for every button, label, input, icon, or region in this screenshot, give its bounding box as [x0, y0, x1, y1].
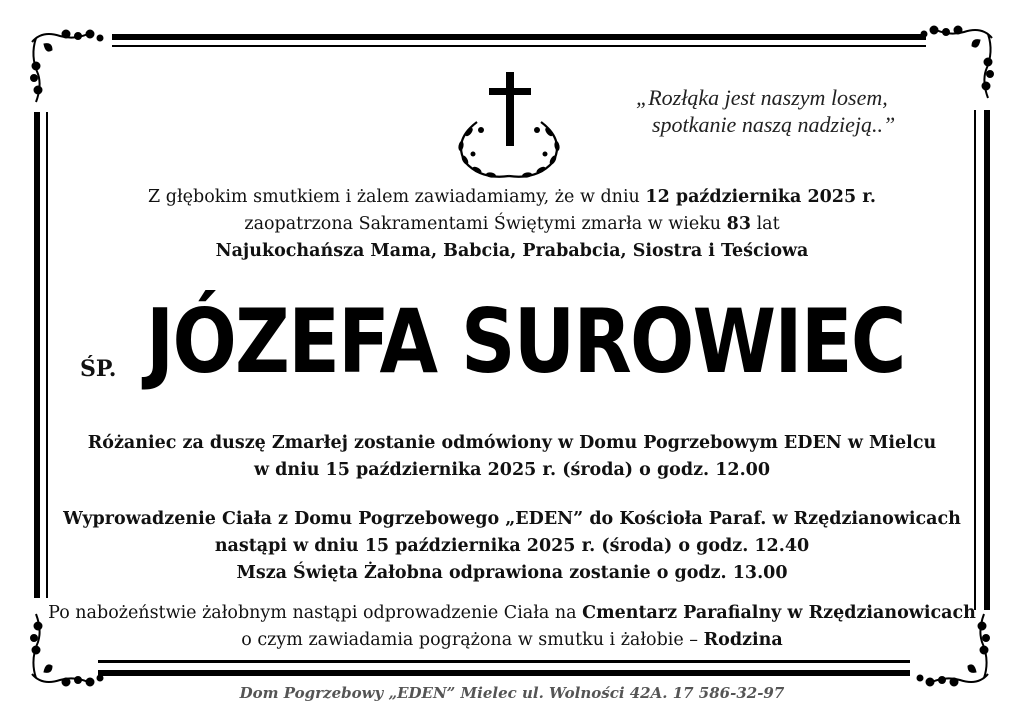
intro-text: zaopatrzona Sakramentami Świętymi zmarła w wieku	[244, 214, 727, 234]
family-relations: Najukochańsza Mama, Babcia, Prababcia, Siostra i Teściowa	[215, 241, 809, 261]
floral-corner-icon	[22, 22, 112, 112]
frame-bottom-bar-inner	[98, 660, 910, 663]
cemetery-name: Cmentarz Parafialny w Rzędzianowicach	[582, 603, 976, 623]
burial-text: Po nabożeństwie żałobnym nastąpi odprowadzenie Ciała na	[48, 603, 583, 623]
burial-line-2	[40, 627, 984, 654]
frame-top-bar-outer	[112, 34, 926, 40]
intro-text: Z głębokim smutkiem i żalem zawiadamiamy, że w dniu	[148, 187, 646, 207]
deceased-name-row	[80, 292, 960, 402]
procession-line-2: nastąpi w dniu 15 października 2025 r. (środa) o godz. 12.40	[214, 536, 810, 556]
procession-info	[40, 506, 984, 587]
funeral-home-footer: Dom Pogrzebowy „EDEN” Mielec ul. Wolności 42A. 17 586-32-97	[239, 684, 785, 702]
name-prefix: ŚP.	[80, 356, 117, 382]
mass-info: Msza Święta Żałobna odprawiona zostanie o godz. 13.00	[236, 563, 788, 583]
frame-bottom-bar-outer	[98, 670, 910, 676]
deceased-name: JÓZEFA SUROWIEC	[146, 290, 905, 393]
rosary-line-2: w dniu 15 października 2025 r. (środa) o godz. 12.00	[253, 460, 771, 480]
memorial-quote	[600, 84, 930, 138]
rosary-info	[40, 430, 984, 484]
frame-top-bar-inner	[112, 45, 926, 47]
intro-block	[40, 184, 984, 265]
family-signature: Rodzina	[703, 630, 783, 650]
burial-info	[40, 600, 984, 654]
cross-icon	[489, 72, 531, 146]
cross-wreath-emblem	[447, 70, 571, 182]
procession-line-1: Wyprowadzenie Ciała z Domu Pogrzebowego „EDEN” do Kościoła Paraf. w Rzędzianowicach	[63, 509, 961, 529]
intro-line-1	[40, 184, 984, 211]
burial-text: o czym zawiadamia pogrążona w smutku i żałobie –	[241, 630, 704, 650]
rosary-line-1: Różaniec za duszę Zmarłej zostanie odmówiony w Domu Pogrzebowym EDEN w Mielcu	[87, 433, 937, 453]
death-date: 12 października 2025 r.	[645, 187, 876, 207]
frame-right-bar-outer	[984, 110, 990, 610]
intro-text: lat	[751, 214, 780, 234]
quote-line-1: „Rozłąka jest naszym losem,	[636, 85, 888, 110]
intro-line-2	[40, 211, 984, 238]
quote-line-2: spotkanie naszą nadzieją..”	[652, 112, 896, 137]
burial-line-1	[40, 600, 984, 627]
age: 83	[726, 214, 752, 234]
